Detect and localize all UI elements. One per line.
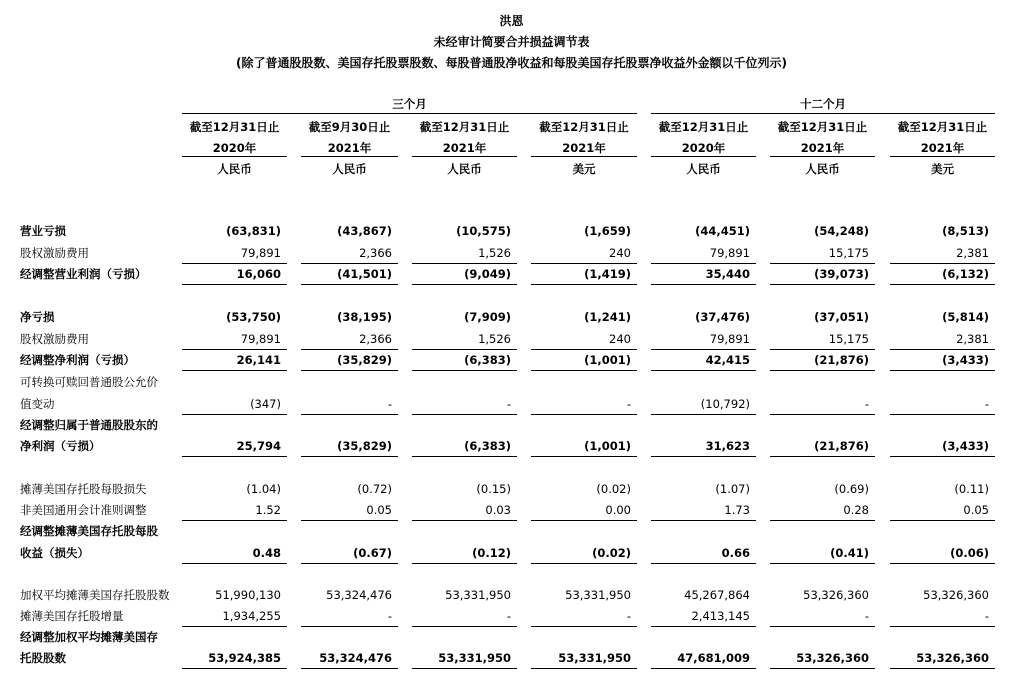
row-underline	[890, 349, 995, 350]
column-header-period: 截至12月31日止	[777, 120, 868, 134]
row-underline	[301, 284, 398, 285]
column-header-year: 2021年	[562, 141, 606, 155]
column-header-underline	[301, 156, 398, 157]
row-underline	[412, 563, 517, 564]
row-value: (1,001)	[584, 439, 631, 453]
row-value: 47,681,009	[677, 651, 750, 665]
column-header-period: 截至12月31日止	[539, 120, 629, 134]
row-underline	[301, 370, 398, 371]
row-underline	[412, 284, 517, 285]
row-underline	[770, 563, 875, 564]
row-label: 托股股数	[20, 651, 66, 665]
row-value: 53,331,950	[445, 588, 511, 602]
row-underline	[651, 263, 756, 264]
row-value: (35,829)	[337, 353, 392, 367]
row-value: (0.12)	[472, 546, 511, 560]
row-underline	[651, 626, 756, 627]
row-value: 1.52	[255, 503, 281, 517]
row-value: 26,141	[236, 353, 281, 367]
column-header-currency: 人民币	[217, 162, 252, 176]
row-underline	[301, 263, 398, 264]
row-value: 1,526	[478, 246, 511, 260]
row-value: (0.02)	[596, 482, 631, 496]
group-underline	[651, 113, 995, 114]
row-value: 79,891	[240, 246, 281, 260]
group-underline	[182, 113, 637, 114]
column-header-currency: 美元	[931, 162, 954, 176]
row-value: (54,248)	[814, 224, 869, 238]
row-underline	[182, 284, 287, 285]
row-value: 2,381	[956, 332, 989, 346]
row-value: 2,413,145	[691, 609, 750, 623]
row-label: 经调整营业利润（亏损）	[20, 267, 147, 281]
column-header-currency: 人民币	[447, 162, 482, 176]
row-value: (0.72)	[357, 482, 392, 496]
row-value: -	[984, 609, 989, 623]
row-underline	[301, 626, 398, 627]
row-underline	[412, 668, 517, 669]
row-label: 摊薄美国存托股增量	[20, 609, 124, 623]
row-value: (35,829)	[337, 439, 392, 453]
row-label: 收益（损失）	[20, 546, 89, 560]
row-underline	[412, 456, 517, 457]
row-value: 53,331,950	[565, 588, 631, 602]
row-label: 股权激励费用	[20, 332, 89, 346]
row-underline	[531, 370, 637, 371]
row-value: 16,060	[236, 267, 281, 281]
row-underline	[531, 284, 637, 285]
column-header-currency: 美元	[572, 162, 596, 176]
row-value: 2,366	[359, 246, 392, 260]
row-value: (347)	[250, 397, 281, 411]
statement-title: 未经审计简要合并损益调节表	[433, 35, 590, 49]
row-underline	[531, 349, 637, 350]
column-header-underline	[770, 156, 875, 157]
row-underline	[182, 414, 287, 415]
row-value: (0.69)	[834, 482, 869, 496]
row-underline	[182, 563, 287, 564]
row-label: 营业亏损	[20, 224, 66, 238]
row-value: (6,132)	[942, 267, 989, 281]
row-underline	[890, 263, 995, 264]
row-underline	[531, 456, 637, 457]
row-underline	[412, 349, 517, 350]
row-value: 0.00	[605, 503, 631, 517]
row-underline	[182, 456, 287, 457]
row-value: 0.03	[485, 503, 511, 517]
row-underline	[531, 263, 637, 264]
row-value: 79,891	[709, 332, 750, 346]
row-value: (21,876)	[814, 439, 869, 453]
column-header-currency: 人民币	[686, 162, 721, 176]
row-value: 0.05	[963, 503, 989, 517]
row-value: (1,419)	[584, 267, 631, 281]
row-value: (44,451)	[695, 224, 750, 238]
row-value: 79,891	[709, 246, 750, 260]
row-underline	[412, 263, 517, 264]
row-underline	[651, 563, 756, 564]
row-value: 2,381	[956, 246, 989, 260]
company-name: 洪恩	[499, 14, 524, 28]
row-value: -	[984, 397, 989, 411]
row-value: (0.15)	[476, 482, 511, 496]
row-underline	[412, 414, 517, 415]
row-underline	[412, 370, 517, 371]
row-label: 经调整摊薄美国存托股每股	[20, 524, 158, 538]
column-header-underline	[890, 156, 995, 157]
row-underline	[890, 284, 995, 285]
row-label: 经调整净利润（亏损）	[20, 353, 135, 367]
row-value: 0.48	[252, 546, 281, 560]
row-underline	[651, 349, 756, 350]
row-label: 可转换可赎回普通股公允价	[20, 375, 158, 389]
row-label: 经调整归属于普通股股东的	[20, 418, 158, 432]
row-underline	[651, 456, 756, 457]
row-label: 摊薄美国存托股每股损失	[20, 482, 147, 496]
row-value: (53,750)	[226, 310, 281, 324]
row-underline	[412, 626, 517, 627]
statement-subtitle: (除了普通股股数、美国存托股票股数、每股普通股净收益和每股美国存托股票净收益外金额以千位列示)	[236, 56, 787, 70]
row-label: 股权激励费用	[20, 246, 89, 260]
row-underline	[770, 370, 875, 371]
column-header-underline	[182, 156, 287, 157]
row-value: 53,924,385	[208, 651, 281, 665]
row-underline	[890, 626, 995, 627]
column-header-underline	[651, 156, 756, 157]
row-value: -	[864, 609, 869, 623]
row-value: 1,934,255	[222, 609, 281, 623]
row-underline	[182, 349, 287, 350]
column-header-period: 截至12月31日止	[189, 120, 280, 134]
row-value: (8,513)	[942, 224, 989, 238]
row-underline	[651, 284, 756, 285]
row-value: (10,792)	[700, 397, 750, 411]
column-header-year: 2021年	[327, 141, 372, 155]
row-value: (0.67)	[353, 546, 392, 560]
row-underline	[301, 668, 398, 669]
row-underline	[301, 349, 398, 350]
row-label: 值变动	[20, 397, 55, 411]
row-underline	[770, 349, 875, 350]
row-underline	[890, 370, 995, 371]
row-value: 240	[609, 332, 631, 346]
row-underline	[531, 626, 637, 627]
row-underline	[182, 668, 287, 669]
row-value: -	[387, 397, 392, 411]
column-header-year: 2020年	[212, 141, 257, 155]
row-value: 25,794	[236, 439, 281, 453]
row-underline	[770, 263, 875, 264]
row-value: 0.05	[366, 503, 392, 517]
row-value: (38,195)	[337, 310, 392, 324]
row-label: 经调整加权平均摊薄美国存	[20, 630, 158, 644]
column-header-year: 2021年	[800, 141, 845, 155]
row-value: 31,623	[705, 439, 750, 453]
row-underline	[531, 520, 637, 521]
row-value: (10,575)	[456, 224, 511, 238]
row-value: 240	[609, 246, 631, 260]
row-value: 1,526	[478, 332, 511, 346]
row-value: 15,175	[828, 332, 869, 346]
row-value: (1,659)	[584, 224, 631, 238]
row-underline	[770, 626, 875, 627]
row-underline	[651, 370, 756, 371]
column-header-period: 截至12月31日止	[419, 120, 510, 134]
row-value: 42,415	[705, 353, 750, 367]
row-value: (5,814)	[942, 310, 989, 324]
row-value: -	[626, 609, 631, 623]
row-underline	[182, 626, 287, 627]
row-value: 53,331,950	[438, 651, 511, 665]
row-value: 15,175	[828, 246, 869, 260]
row-value: -	[626, 397, 631, 411]
row-underline	[182, 520, 287, 521]
row-value: 79,891	[240, 332, 281, 346]
row-value: (43,867)	[337, 224, 392, 238]
row-value: 53,324,476	[326, 588, 392, 602]
row-value: (1.07)	[715, 482, 750, 496]
row-underline	[301, 414, 398, 415]
column-header-currency: 人民币	[332, 162, 367, 176]
row-underline	[890, 414, 995, 415]
column-header-period: 截至12月31日止	[658, 120, 749, 134]
row-label: 加权平均摊薄美国存托股股数	[20, 588, 170, 602]
row-value: (41,501)	[337, 267, 392, 281]
row-value: -	[864, 397, 869, 411]
row-label: 净亏损	[20, 310, 55, 324]
row-value: 1.73	[724, 503, 750, 517]
row-value: 53,326,360	[923, 588, 989, 602]
row-underline	[301, 520, 398, 521]
row-underline	[770, 284, 875, 285]
row-underline	[770, 456, 875, 457]
row-value: (37,051)	[814, 310, 869, 324]
row-value: (0.41)	[830, 546, 869, 560]
row-value: (37,476)	[695, 310, 750, 324]
row-value: (6,383)	[464, 439, 511, 453]
row-value: 53,331,950	[558, 651, 631, 665]
row-underline	[531, 563, 637, 564]
row-underline	[412, 520, 517, 521]
row-value: (21,876)	[814, 353, 869, 367]
column-header-underline	[412, 156, 517, 157]
row-value: (3,433)	[942, 439, 989, 453]
row-value: (0.06)	[950, 546, 989, 560]
row-value: 35,440	[705, 267, 750, 281]
row-underline	[531, 668, 637, 669]
row-underline	[770, 414, 875, 415]
column-group-header: 三个月	[392, 97, 427, 111]
row-value: 53,326,360	[803, 588, 869, 602]
row-value: (63,831)	[226, 224, 281, 238]
row-value: (39,073)	[814, 267, 869, 281]
column-header-year: 2020年	[681, 141, 726, 155]
row-underline	[890, 668, 995, 669]
row-underline	[890, 456, 995, 457]
row-value: (0.11)	[954, 482, 989, 496]
row-value: (6,383)	[464, 353, 511, 367]
row-value: -	[506, 397, 511, 411]
row-underline	[651, 668, 756, 669]
row-value: -	[387, 609, 392, 623]
row-label: 非美国通用会计准则调整	[20, 503, 147, 517]
row-underline	[651, 414, 756, 415]
row-value: 53,324,476	[319, 651, 392, 665]
row-value: 51,990,130	[215, 588, 281, 602]
row-value: (3,433)	[942, 353, 989, 367]
column-header-underline	[531, 156, 637, 157]
column-header-currency: 人民币	[805, 162, 840, 176]
row-value: (1.04)	[246, 482, 281, 496]
row-value: 2,366	[359, 332, 392, 346]
row-value: 0.28	[843, 503, 869, 517]
row-underline	[890, 563, 995, 564]
row-underline	[531, 414, 637, 415]
row-value: -	[506, 609, 511, 623]
column-group-header: 十二个月	[800, 97, 846, 111]
row-value: (1,241)	[584, 310, 631, 324]
column-header-year: 2021年	[920, 141, 965, 155]
row-value: (7,909)	[464, 310, 511, 324]
row-underline	[182, 370, 287, 371]
row-value: 53,326,360	[916, 651, 989, 665]
row-underline	[890, 520, 995, 521]
row-underline	[651, 520, 756, 521]
row-underline	[182, 263, 287, 264]
row-value: 53,326,360	[796, 651, 869, 665]
row-label: 净利润（亏损）	[20, 439, 101, 453]
column-header-period: 截至12月31日止	[897, 120, 988, 134]
row-value: 0.66	[721, 546, 750, 560]
row-underline	[301, 456, 398, 457]
row-underline	[301, 563, 398, 564]
row-value: (9,049)	[464, 267, 511, 281]
row-value: (0.02)	[592, 546, 631, 560]
row-underline	[770, 668, 875, 669]
row-value: 45,267,864	[684, 588, 750, 602]
row-value: (1,001)	[584, 353, 631, 367]
column-header-period: 截至9月30日止	[308, 120, 391, 134]
column-header-year: 2021年	[442, 141, 487, 155]
row-underline	[770, 520, 875, 521]
